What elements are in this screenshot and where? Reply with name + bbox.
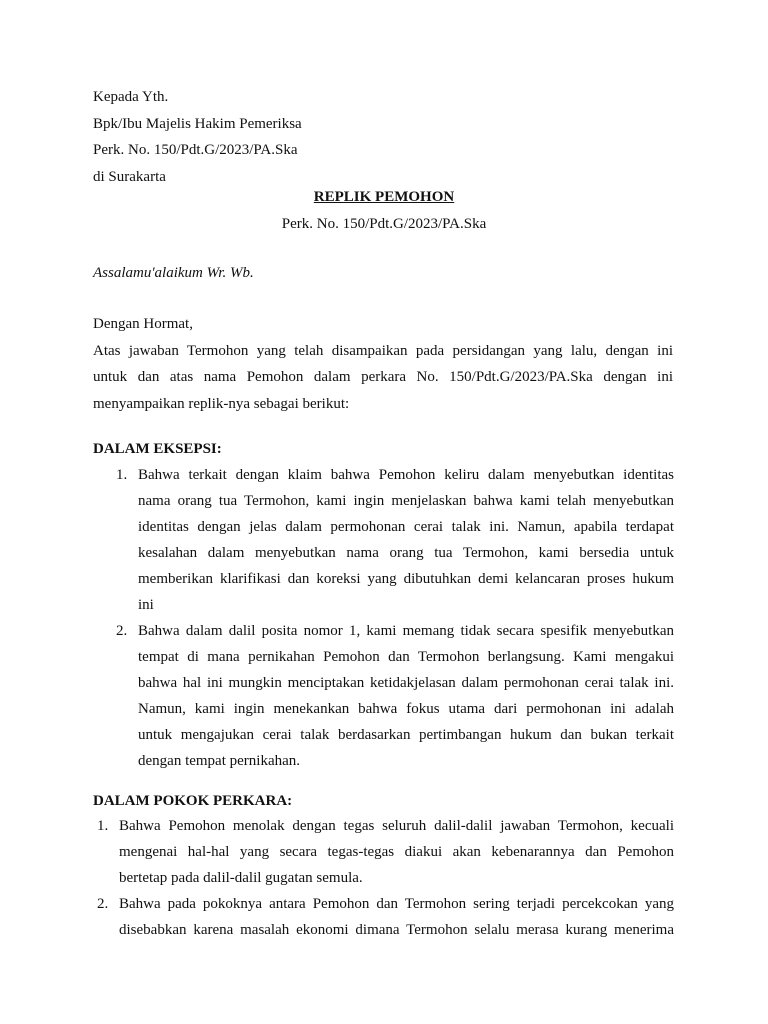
list-item-line: Bahwa dalam dalil posita nomor 1, kami memang tidak secara spesifik menyebutkan [138,623,674,639]
list-item-text [138,462,674,618]
list-item-line: Bahwa terkait dengan klaim bahwa Pemohon keliru dalam menyebutkan identitas [138,467,674,483]
list-item-text [119,813,674,891]
list-item-line: kesalahan dalam menyebutkan nama orang tua Termohon, kami bersedia untuk [138,545,674,561]
eksepsi-heading [93,436,222,463]
list-item-number: 2. [116,623,128,639]
pokok-perkara-list [97,813,674,943]
list-item-line: mengenai hal-hal yang secara tegas-tegas diakui akan kebenarannya dan Pemohon [119,844,674,860]
list-item-line: bahwa hal ini mungkin menciptakan ketidakjelasan dalam permohonan cerai talak ini. [138,675,674,691]
list-item-line: identitas dengan jelas dalam permohonan cerai talak ini. Namun, apabila terdapat [138,519,674,535]
eksepsi-list [116,462,674,774]
list-item-line: Bahwa pada pokoknya antara Pemohon dan Termohon sering terjadi percekcokan yang [119,896,674,912]
list-item-line: Namun, kami ingin menekankan bahwa fokus utama dari permohonan ini adalah [138,701,674,717]
address-line-judge: Bpk/Ibu Majelis Hakim Pemeriksa [93,115,302,132]
greeting-text: Assalamu'alaikum Wr. Wb. [93,265,254,281]
list-item-line: Bahwa Pemohon menolak dengan tegas seluruh dalil-dalil jawaban Termohon, kecuali [119,818,674,834]
list-item-number: 1. [116,467,128,483]
list-item-line: untuk mengajukan cerai talak berdasarkan pertimbangan hukum dan bukan terkait [138,727,674,743]
pokok-perkara-heading-text: DALAM POKOK PERKARA: [93,793,293,809]
document-title: REPLIK PEMOHON [313,189,455,205]
list-item-line: dengan tempat pernikahan. [138,753,301,769]
list-item [97,813,674,891]
list-item-line: memberikan klarifikasi dan koreksi yang dibutuhkan demi kelancaran proses hukum [138,571,674,587]
pokok-perkara-heading [93,788,292,815]
salutation: Dengan Hormat, [93,316,193,332]
list-item-number: 1. [97,818,109,834]
eksepsi-heading-text: DALAM EKSEPSI: [93,441,222,457]
list-item-number: 2. [97,896,109,912]
document-heading [0,184,768,237]
address-line-recipient: Kepada Yth. [93,89,169,105]
list-item-line: ini [138,597,154,613]
list-item-text [119,891,674,943]
opening-line: Atas jawaban Termohon yang telah disampaikan pada persidangan yang lalu, dengan ini [93,342,673,359]
address-block [93,84,302,190]
document-case-number: Perk. No. 150/Pdt.G/2023/PA.Ska [281,215,487,232]
opening-section [93,311,673,417]
address-line-city: di Surakarta [93,168,166,185]
greeting [93,260,254,287]
list-item [116,462,674,618]
list-item-line: nama orang tua Termohon, kami ingin menjelaskan bahwa kami telah menyebutkan [138,493,674,509]
list-item [116,618,674,774]
list-item-line: bertetap pada dalil-dalil gugatan semula. [119,870,363,886]
list-item-line: tempat di mana pernikahan Pemohon dan Termohon berlangsung. Kami mengakui [138,649,674,665]
address-line-case-number: Perk. No. 150/Pdt.G/2023/PA.Ska [93,142,298,158]
list-item-text [138,618,674,774]
list-item [97,891,674,943]
opening-line: menyampaikan replik-nya sebagai berikut: [93,395,350,412]
opening-line: untuk dan atas nama Pemohon dalam perkara No. 150/Pdt.G/2023/PA.Ska dengan ini [93,369,673,385]
list-item-line: disebabkan karena masalah ekonomi dimana Termohon selalu merasa kurang menerima [119,922,674,938]
